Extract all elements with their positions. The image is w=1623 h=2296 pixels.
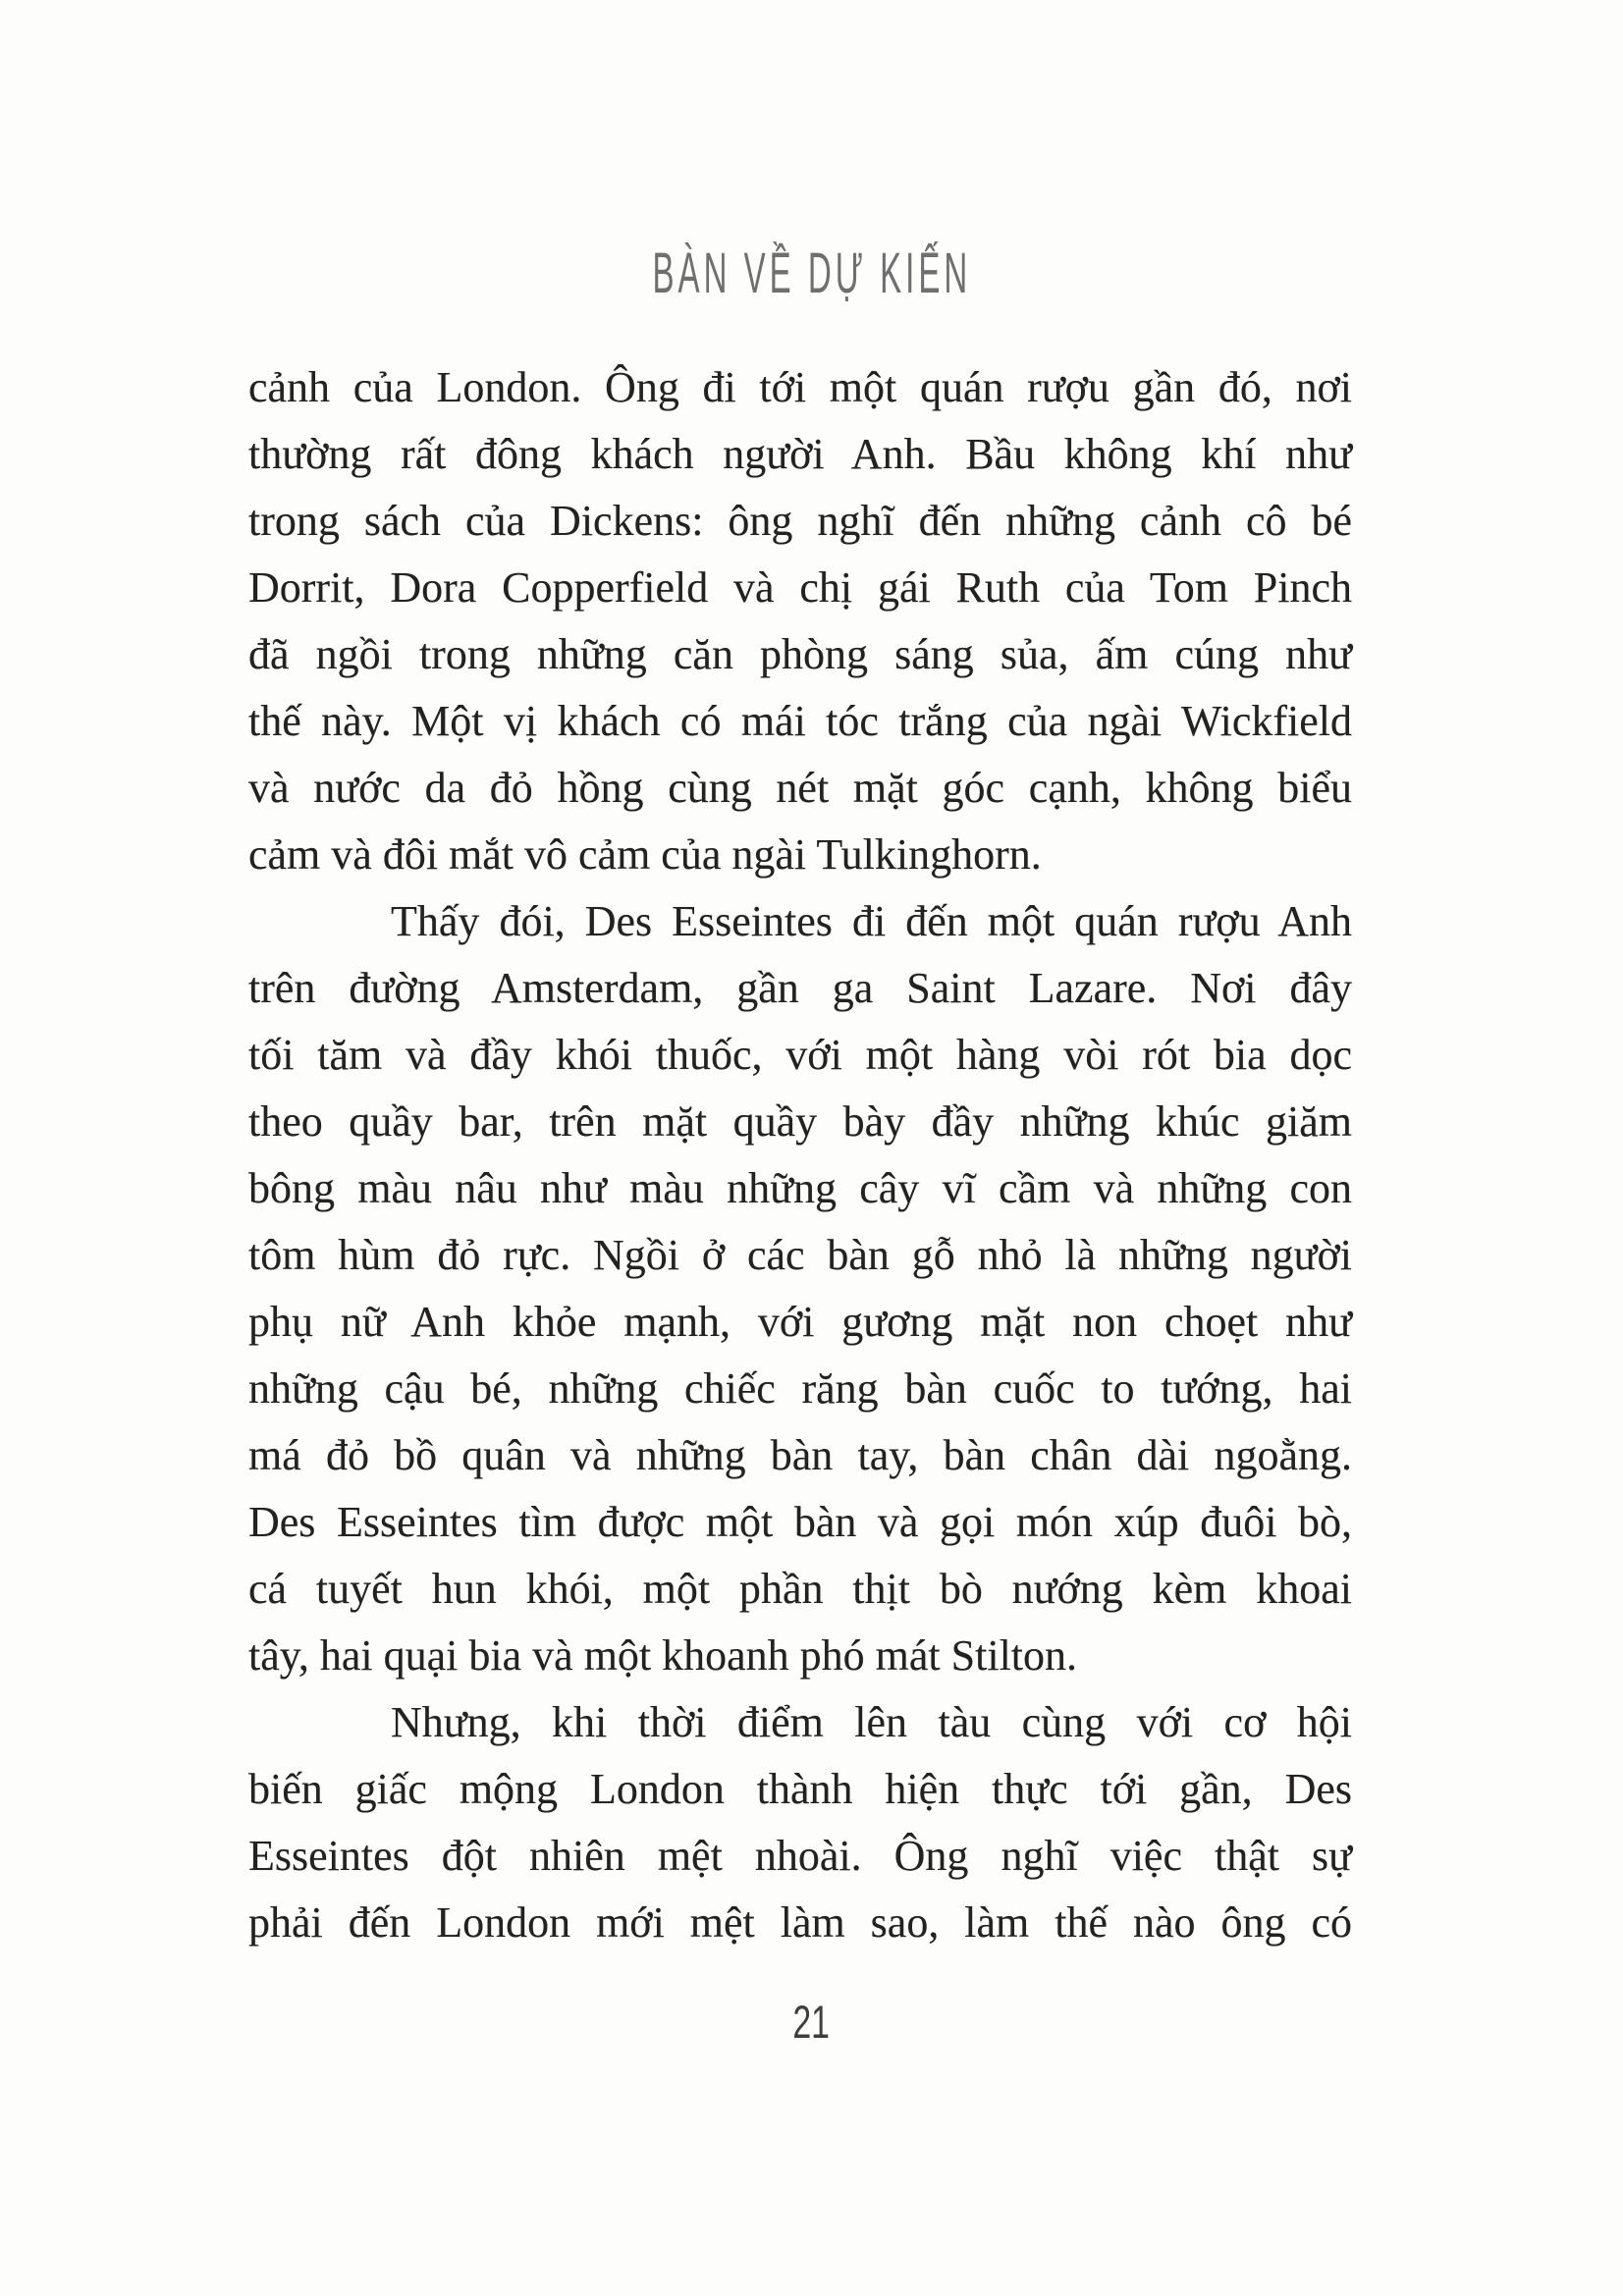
text-line: thường rất đông khách người Anh. Bầu không khí như	[248, 430, 1352, 478]
text-line: cá tuyết hun khói, một phần thịt bò nướng kèm khoai	[248, 1565, 1352, 1613]
page-number-area	[0, 1996, 1623, 2048]
text-line: tây, hai quại bia và một khoanh phó mát Stilton.	[248, 1631, 1078, 1680]
text-line: cảnh của London. Ông đi tới một quán rượu gần đó, nơi	[248, 363, 1352, 411]
text-line: cảm và đôi mắt vô cảm của ngài Tulkinghorn.	[248, 830, 1042, 879]
text-line: Esseintes đột nhiên mệt nhoài. Ông nghĩ việc thật sự	[248, 1832, 1352, 1880]
body-text	[248, 354, 1352, 1956]
text-line: đã ngồi trong những căn phòng sáng sủa, ấm cúng như	[248, 630, 1352, 678]
text-line: trên đường Amsterdam, gần ga Saint Lazare. Nơi đây	[248, 964, 1352, 1012]
text-line: tối tăm và đầy khói thuốc, với một hàng vòi rót bia dọc	[248, 1031, 1352, 1079]
text-line: trong sách của Dickens: ông nghĩ đến những cảnh cô bé	[248, 497, 1352, 545]
text-line: phải đến London mới mệt làm sao, làm thế nào ông có	[248, 1898, 1352, 1947]
text-line: theo quầy bar, trên mặt quầy bày đầy những khúc giăm	[248, 1097, 1352, 1146]
text-line: Thấy đói, Des Esseintes đi đến một quán rượu Anh	[391, 897, 1352, 945]
text-line: thế này. Một vị khách có mái tóc trắng của ngài Wickfield	[248, 697, 1352, 745]
text-line: Des Esseintes tìm được một bàn và gọi món xúp đuôi bò,	[248, 1498, 1352, 1546]
chapter-title: BÀN VỀ DỰ KIẾN	[652, 241, 971, 305]
text-line: tôm hùm đỏ rực. Ngồi ở các bàn gỗ nhỏ là những người	[248, 1231, 1352, 1279]
text-line: biến giấc mộng London thành hiện thực tới gần, Des	[248, 1765, 1352, 1813]
page-number: 21	[792, 1996, 831, 2048]
text-line: phụ nữ Anh khỏe mạnh, với gương mặt non choẹt như	[248, 1298, 1352, 1346]
text-line: bông màu nâu như màu những cây vĩ cầm và những con	[248, 1164, 1352, 1212]
text-line: và nước da đỏ hồng cùng nét mặt góc cạnh, không biểu	[248, 764, 1352, 812]
running-header	[0, 241, 1623, 305]
text-line: má đỏ bồ quân và những bàn tay, bàn chân dài ngoằng.	[248, 1431, 1352, 1479]
text-line: Dorrit, Dora Copperfield và chị gái Ruth của Tom Pinch	[248, 563, 1352, 612]
text-line: Nhưng, khi thời điểm lên tàu cùng với cơ hội	[391, 1698, 1352, 1746]
text-line: những cậu bé, những chiếc răng bàn cuốc to tướng, hai	[248, 1364, 1352, 1413]
